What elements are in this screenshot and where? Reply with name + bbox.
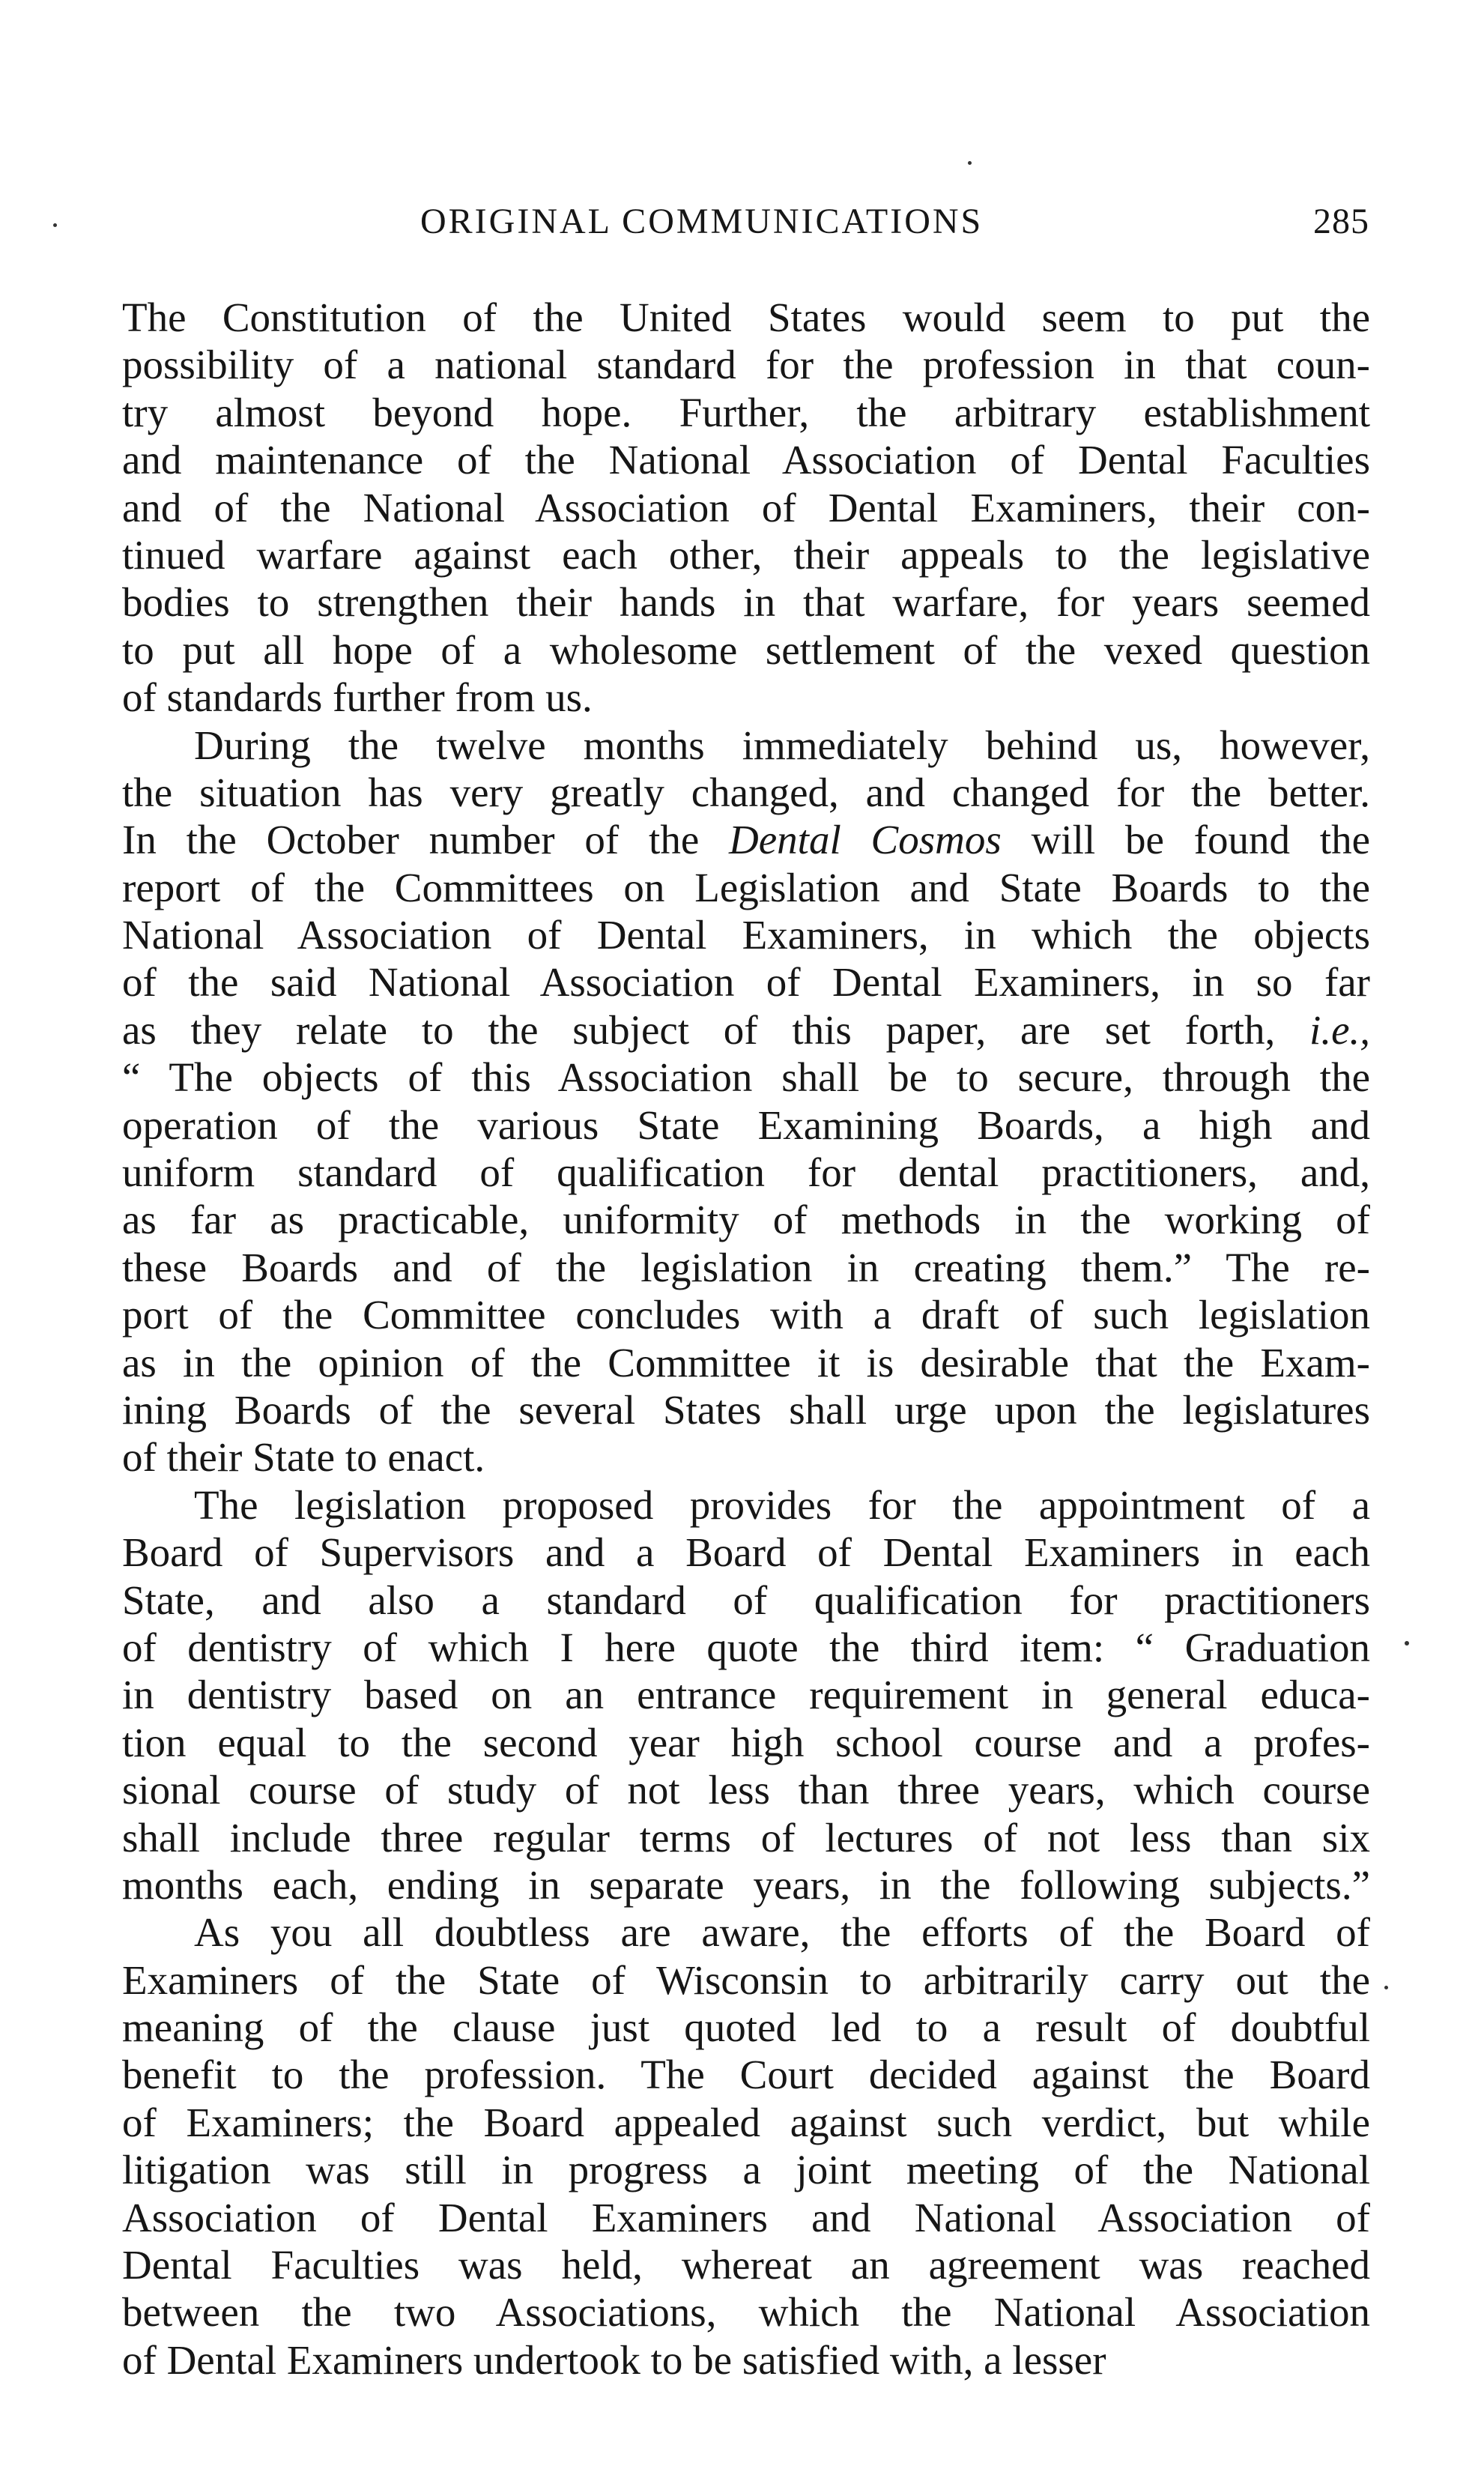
text-line xyxy=(122,1006,1370,1054)
text-line xyxy=(122,2194,1370,2241)
text-line xyxy=(122,1244,1370,1291)
text-line xyxy=(122,1101,1370,1149)
text-line xyxy=(122,531,1370,578)
line-text: Examiners of the State of Wisconsin to arbitrarily carry out the xyxy=(122,1956,1370,2003)
text-line xyxy=(122,1766,1370,1813)
line-text: Dental Faculties was held, whereat an agreement was reached xyxy=(122,2242,1370,2288)
text-line xyxy=(122,341,1370,388)
body-text xyxy=(122,294,1370,2384)
text-line xyxy=(122,1433,1370,1481)
line-text: between the two Associations, which the National Association xyxy=(122,2289,1370,2336)
text-line xyxy=(122,1529,1370,1576)
text-line xyxy=(122,1149,1370,1196)
line-text: litigation was still in progress a joint meeting of the National xyxy=(122,2147,1370,2193)
italic-text: Dental Cosmos xyxy=(729,817,1002,863)
line-text: the situation has very greatly changed, and changed for the better. xyxy=(122,769,1370,815)
line-text: shall include three regular terms of lectures of not less than six xyxy=(122,1814,1370,1861)
line-text: of the said National Association of Dental Examiners, in so far xyxy=(122,959,1370,1006)
line-text: port of the Committee concludes with a draft of such legislation xyxy=(122,1292,1370,1338)
print-speck xyxy=(1405,1641,1409,1646)
text-line xyxy=(122,1481,1370,1529)
text-line xyxy=(122,722,1370,769)
text-line xyxy=(122,1671,1370,1718)
line-text: Board of Supervisors and a Board of Dental Examiners in each xyxy=(122,1529,1370,1576)
text-line xyxy=(122,1339,1370,1386)
text-line xyxy=(122,436,1370,483)
line-text: During the twelve months immediately behind us, however, xyxy=(194,722,1370,768)
text-line xyxy=(122,2004,1370,2051)
line-text: these Boards and of the legislation in creating them.” The re- xyxy=(122,1244,1370,1290)
text-line xyxy=(122,2336,1370,2384)
line-text: and of the National Association of Dental Examiners, their con- xyxy=(122,484,1370,531)
text-line xyxy=(122,911,1370,958)
running-head: ORIGINAL COMMUNICATIONS xyxy=(420,202,984,241)
line-text: in dentistry based on an entrance requirement in general educa- xyxy=(122,1672,1370,1718)
line-text: will be found the xyxy=(1001,817,1370,863)
text-line xyxy=(122,2051,1370,2098)
text-line xyxy=(122,389,1370,436)
line-text: tinued warfare against each other, their appeals to the legislative xyxy=(122,531,1370,578)
text-line xyxy=(122,816,1370,863)
text-line xyxy=(122,1861,1370,1909)
line-text: tion equal to the second year high school course and a profes- xyxy=(122,1719,1370,1765)
line-text: As you all doubtless are aware, the efforts of the Board of xyxy=(194,1909,1370,1956)
line-text: The legislation proposed provides for the appointment of a xyxy=(194,1481,1370,1528)
text-line xyxy=(122,2241,1370,2288)
line-text: sional course of study of not less than three years, which course xyxy=(122,1767,1370,1813)
text-line xyxy=(122,864,1370,911)
line-text: as far as practicable, uniformity of methods in the working of xyxy=(122,1197,1370,1243)
line-text: ining Boards of the several States shall urge upon the legislatures xyxy=(122,1386,1370,1433)
text-line xyxy=(122,2288,1370,2336)
line-text: of their State to enact. xyxy=(122,1434,485,1481)
line-text: of Examiners; the Board appealed against such verdict, but while xyxy=(122,2099,1370,2145)
text-line xyxy=(122,484,1370,531)
line-text: The Constitution of the United States would seem to put the xyxy=(122,294,1370,340)
line-text: National Association of Dental Examiners, in which the objects xyxy=(122,912,1370,958)
line-text: Association of Dental Examiners and National Association of xyxy=(122,2194,1370,2240)
line-text: of dentistry of which I here quote the third item: “ Graduation xyxy=(122,1624,1370,1670)
text-line xyxy=(122,626,1370,674)
text-line xyxy=(122,1291,1370,1338)
text-line xyxy=(122,294,1370,341)
text-line xyxy=(122,1054,1370,1101)
print-speck xyxy=(53,223,57,227)
line-text: as in the opinion of the Committee it is desirable that the Exam- xyxy=(122,1339,1370,1385)
page-header xyxy=(122,201,1369,253)
line-text: meaning of the clause just quoted led to a result of doubtful xyxy=(122,2004,1370,2051)
print-speck xyxy=(1384,1986,1388,1989)
text-line xyxy=(122,1814,1370,1861)
line-text: report of the Committees on Legislation and State Boards to the xyxy=(122,864,1370,910)
italic-text: i.e., xyxy=(1309,1006,1370,1053)
line-text: as they relate to the subject of this paper, are set forth, xyxy=(122,1006,1310,1053)
line-text: of standards further from us. xyxy=(122,674,593,721)
line-text: In the October number of the xyxy=(122,817,730,863)
line-text: months each, ending in separate years, in the following subjects.” xyxy=(122,1861,1370,1908)
text-line xyxy=(122,2099,1370,2146)
print-speck xyxy=(968,161,972,165)
line-text: possibility of a national standard for the profession in that coun- xyxy=(122,342,1370,388)
line-text: State, and also a standard of qualification for practitioners xyxy=(122,1577,1370,1623)
text-line xyxy=(122,769,1370,816)
line-text: try almost beyond hope. Further, the arbitrary establishment xyxy=(122,389,1370,435)
text-line xyxy=(122,1196,1370,1243)
text-line xyxy=(122,2146,1370,2193)
line-text: bodies to strengthen their hands in that warfare, for years seemed xyxy=(122,579,1370,626)
line-text: benefit to the profession. The Court decided against the Board xyxy=(122,2052,1370,2098)
text-line xyxy=(122,1577,1370,1624)
text-line xyxy=(122,1719,1370,1766)
page-number: 285 xyxy=(1313,202,1369,241)
text-line xyxy=(122,674,1370,721)
line-text: of Dental Examiners undertook to be satisfied with, a lesser xyxy=(122,2336,1106,2383)
text-line xyxy=(122,1624,1370,1671)
text-line xyxy=(122,958,1370,1006)
line-text: uniform standard of qualification for dental practitioners, and, xyxy=(122,1149,1370,1196)
line-text: “ The objects of this Association shall be to secure, through the xyxy=(122,1054,1370,1101)
line-text: operation of the various State Examining Boards, a high and xyxy=(122,1101,1370,1148)
text-line xyxy=(122,1956,1370,2004)
text-line xyxy=(122,578,1370,626)
line-text: and maintenance of the National Association of Dental Faculties xyxy=(122,437,1370,483)
text-line xyxy=(122,1386,1370,1433)
line-text: to put all hope of a wholesome settlement of the vexed question xyxy=(122,626,1370,673)
text-line xyxy=(122,1909,1370,1956)
